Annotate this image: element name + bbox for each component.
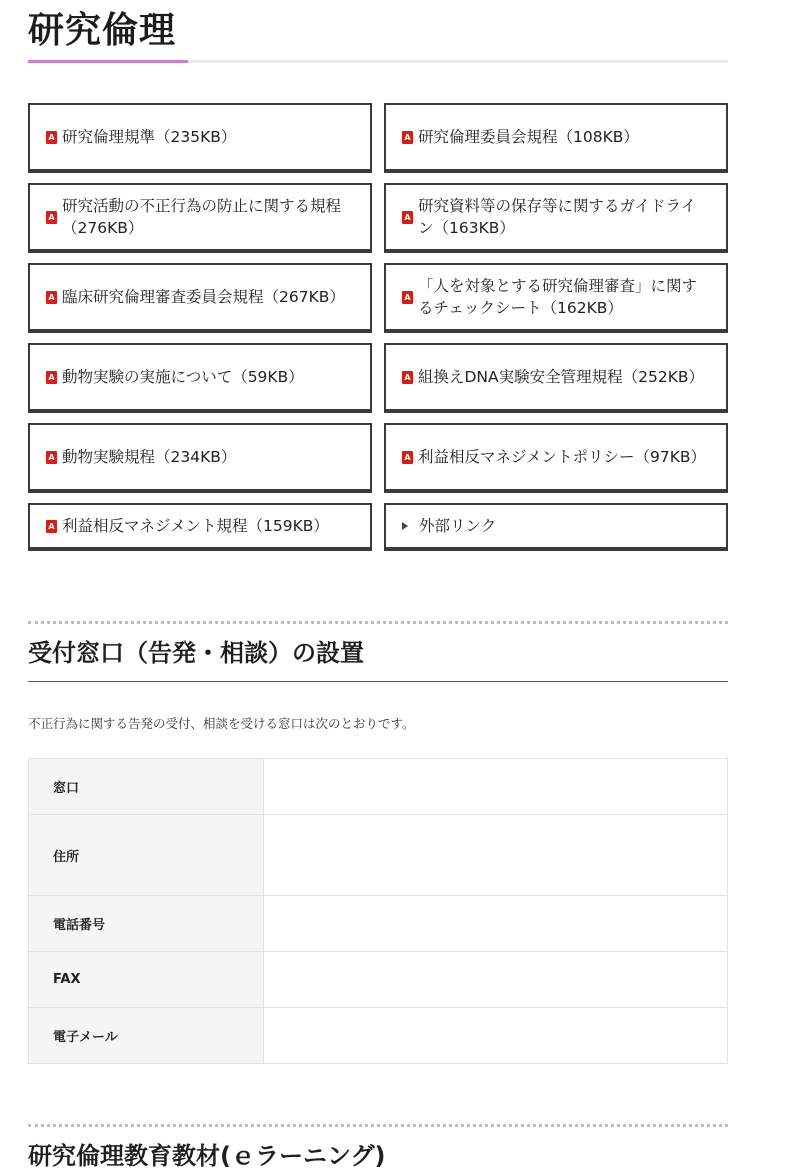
education-section-title: 研究倫理教育教材(ｅラーニング) xyxy=(28,1142,386,1170)
doc-link-data-retention-guideline[interactable] xyxy=(384,183,728,253)
doc-link-label: 研究倫理委員会規程（108KB） xyxy=(418,128,639,146)
doc-link-label: 臨床研究倫理審査委員会規程（267KB） xyxy=(62,288,345,306)
title-underline-accent xyxy=(28,60,188,63)
doc-link-human-subject-checksheet[interactable] xyxy=(384,263,728,333)
doc-link-label: 研究活動の不正行為の防止に関する規程（276KB） xyxy=(62,197,342,237)
row-value-phone xyxy=(264,896,728,952)
pdf-icon: A xyxy=(402,451,413,464)
doc-link-label: 研究倫理規準（235KB） xyxy=(62,128,237,146)
doc-link-clinical-ethics-committee[interactable] xyxy=(28,263,372,333)
doc-link-label: 利益相反マネジメント規程（159KB） xyxy=(62,517,329,535)
row-label-phone: 電話番号 xyxy=(29,896,264,952)
table-row xyxy=(29,1008,728,1064)
doc-link-coi-rules[interactable] xyxy=(28,503,372,551)
doc-link-animal-experiment-rules[interactable] xyxy=(28,423,372,493)
pdf-icon: A xyxy=(402,131,413,144)
doc-link-label: 組換えDNA実験安全管理規程（252KB） xyxy=(418,368,705,386)
pdf-icon: A xyxy=(46,371,57,384)
contact-intro-text: 不正行為に関する告発の受付、相談を受ける窓口は次のとおりです。 xyxy=(28,716,415,731)
doc-link-misconduct-prevention[interactable] xyxy=(28,183,372,253)
pdf-icon: A xyxy=(46,291,57,304)
row-value-address xyxy=(264,815,728,896)
table-row xyxy=(29,759,728,815)
education-section xyxy=(28,1124,728,1173)
pdf-icon: A xyxy=(402,211,413,224)
table-row xyxy=(29,815,728,896)
pdf-icon: A xyxy=(46,131,57,144)
table-row xyxy=(29,952,728,1008)
arrow-right-icon xyxy=(402,522,408,530)
doc-link-research-ethics-standards[interactable] xyxy=(28,103,372,173)
doc-link-animal-experiment-conduct[interactable] xyxy=(28,343,372,413)
contact-section xyxy=(28,621,728,1064)
document-link-grid xyxy=(28,103,728,551)
table-row xyxy=(29,896,728,952)
row-label-window: 窓口 xyxy=(29,759,264,815)
row-value-fax xyxy=(264,952,728,1008)
section-title-rule xyxy=(28,681,728,682)
doc-link-label: 研究資料等の保存等に関するガイドライン（163KB） xyxy=(418,197,697,237)
external-link-button[interactable] xyxy=(384,503,728,551)
doc-link-coi-policy[interactable] xyxy=(384,423,728,493)
row-value-email xyxy=(264,1008,728,1064)
row-label-address: 住所 xyxy=(29,815,264,896)
doc-link-ethics-committee-rules[interactable] xyxy=(384,103,728,173)
doc-link-label: 利益相反マネジメントポリシー（97KB） xyxy=(418,448,707,466)
pdf-icon: A xyxy=(46,520,57,533)
contact-info-table xyxy=(28,758,728,1064)
external-link-label: 外部リンク xyxy=(419,517,497,535)
main-content xyxy=(28,0,728,1173)
pdf-icon: A xyxy=(402,291,413,304)
doc-link-label: 動物実験規程（234KB） xyxy=(62,448,237,466)
pdf-icon: A xyxy=(46,451,57,464)
page-title: 研究倫理 xyxy=(28,10,177,51)
row-label-email: 電子メール xyxy=(29,1008,264,1064)
doc-link-recombinant-dna-rules[interactable] xyxy=(384,343,728,413)
title-underline xyxy=(28,60,728,63)
row-value-window xyxy=(264,759,728,815)
doc-link-label: 動物実験の実施について（59KB） xyxy=(62,368,304,386)
doc-link-label: 「人を対象とする研究倫理審査」に関するチェックシート（162KB） xyxy=(418,277,698,317)
pdf-icon: A xyxy=(46,211,57,224)
pdf-icon: A xyxy=(402,371,413,384)
row-label-fax: FAX xyxy=(29,952,264,1008)
contact-section-title: 受付窓口（告発・相談）の設置 xyxy=(28,639,364,667)
